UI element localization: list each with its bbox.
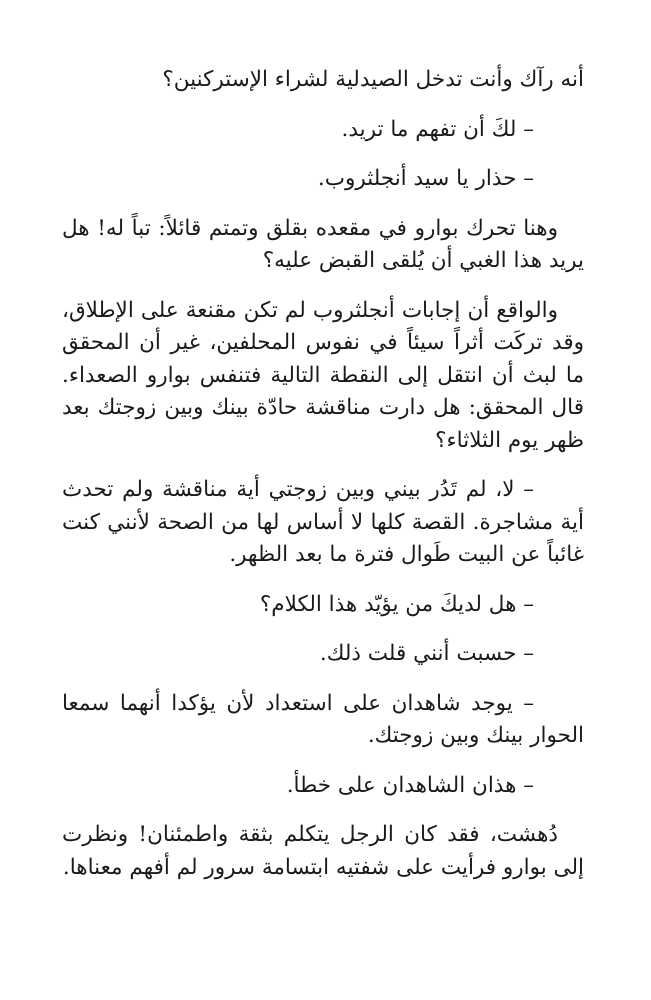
- dialogue-line-1: – لكَ أن تفهم ما تريد.: [341, 116, 534, 142]
- paragraph-3: والواقع أن إجابات أنجلثروب لم تكن مقنعة على الإطلاق، وقد تركَت أثراً سيئاً في نفوس المحلفين، غير أن المحقق ما لبث أن انتقل إلى النقطة التالية فتنفس بوارو الصعداء. قال المحقق: هل دارت مناقشة حادّة بينك وبين زوجتك بعد ظهر يوم الثلاثاء؟: [62, 297, 584, 453]
- dialogue-line-2: – حذار يا سيد أنجلثروب.: [317, 166, 534, 191]
- paragraph-4: دُهشت، فقد كان الرجل يتكلم بثقة واطمئنان! ونظرت إلى بوارو فرأيت على شفتيه ابتسامة سرور لم أفهم معناها.: [62, 822, 584, 880]
- dialogue-line-7: – هذان الشاهدان على خطأ.: [286, 772, 534, 798]
- dialogue-line-3: – لا، لم تَدُر بيني وبين زوجتي أية مناقشة ولم تحدث أية مشاجرة. القصة كلها لا أساس لها من الصحة لأنني كنت غائباً عن البيت طَوال فترة ما بعد الظهر.: [62, 477, 584, 567]
- dialogue-line-5: – حسبت أنني قلت ذلك.: [319, 641, 534, 666]
- book-page: [62, 64, 584, 901]
- dialogue-line-4: – هل لديكَ من يؤيّد هذا الكلام؟: [259, 591, 534, 617]
- dialogue-line-6: – يوجد شاهدان على استعداد لأن يؤكدا أنهما سمعا الحوار بينك وبين زوجتك.: [62, 690, 584, 748]
- paragraph-2: وهنا تحرك بوارو في مقعده بقلق وتمتم قائلاً: تباً له! هل يريد هذا الغبي أن يُلقى القبض عليه؟: [62, 215, 584, 273]
- paragraph-1: أنه رآك وأنت تدخل الصيدلية لشراء الإستركنين؟: [162, 67, 584, 92]
